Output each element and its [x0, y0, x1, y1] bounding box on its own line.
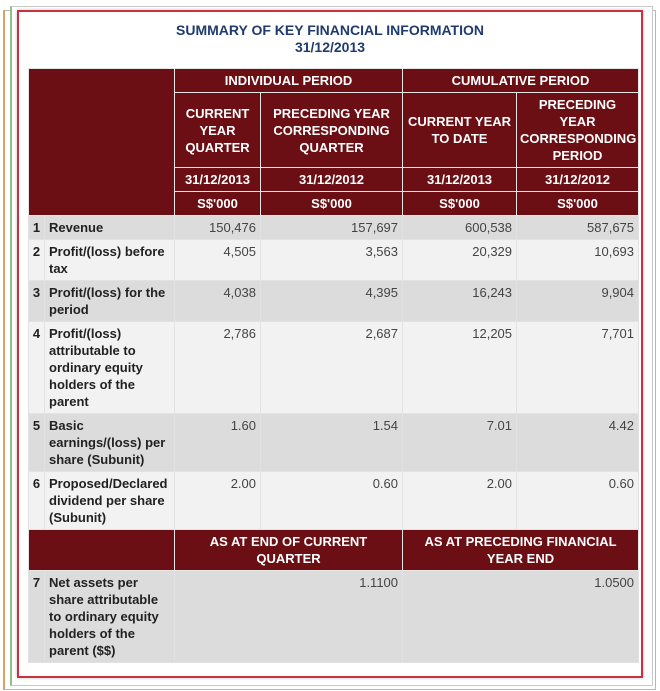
- table-row: [29, 281, 639, 322]
- header-blank: [29, 69, 175, 216]
- row-label: Profit/(loss) before tax: [45, 240, 175, 281]
- col-unit: S$'000: [403, 192, 517, 216]
- financial-table: [28, 68, 639, 663]
- group-header-row: [29, 69, 639, 93]
- table-row: [29, 216, 639, 240]
- net-assets-header-blank: [29, 530, 175, 571]
- row-label: Profit/(loss) for the period: [45, 281, 175, 322]
- table-row: [29, 414, 639, 472]
- col-label: PRECEDING YEAR CORRESPONDING PERIOD: [517, 93, 639, 168]
- col-label: PRECEDING YEAR CORRESPONDING QUARTER: [261, 93, 403, 168]
- table-row: [29, 322, 639, 414]
- group-individual-period: INDIVIDUAL PERIOD: [175, 69, 403, 93]
- value-cell: 4,038: [175, 281, 261, 322]
- row-label: Net assets per share attributable to ordinary equity holders of the parent ($$): [45, 571, 175, 663]
- col-unit: S$'000: [517, 192, 639, 216]
- title-line-1: SUMMARY OF KEY FINANCIAL INFORMATION: [176, 22, 484, 38]
- value-cell: 4.42: [517, 414, 639, 472]
- value-cell: 157,697: [261, 216, 403, 240]
- value-cell: 587,675: [517, 216, 639, 240]
- net-assets-current-value: 1.1100: [175, 571, 403, 663]
- net-assets-header-preceding: AS AT PRECEDING FINANCIAL YEAR END: [403, 530, 639, 571]
- value-cell: 1.54: [261, 414, 403, 472]
- financial-summary-card: [17, 10, 643, 678]
- value-cell: 10,693: [517, 240, 639, 281]
- row-number: 7: [29, 571, 45, 663]
- col-label: CURRENT YEAR TO DATE: [403, 93, 517, 168]
- col-unit: S$'000: [261, 192, 403, 216]
- value-cell: 2.00: [175, 472, 261, 530]
- value-cell: 1.60: [175, 414, 261, 472]
- row-label: Basic earnings/(loss) per share (Subunit): [45, 414, 175, 472]
- row-number: 3: [29, 281, 45, 322]
- row-number: 1: [29, 216, 45, 240]
- table-row: [29, 571, 639, 663]
- row-number: 6: [29, 472, 45, 530]
- value-cell: 2.00: [403, 472, 517, 530]
- value-cell: 7.01: [403, 414, 517, 472]
- row-label: Proposed/Declared dividend per share (Subunit): [45, 472, 175, 530]
- row-number: 4: [29, 322, 45, 414]
- table-row: [29, 240, 639, 281]
- group-cumulative-period: CUMULATIVE PERIOD: [403, 69, 639, 93]
- value-cell: 3,563: [261, 240, 403, 281]
- title-line-2: 31/12/2013: [294, 39, 366, 55]
- value-cell: 20,329: [403, 240, 517, 281]
- row-number: 5: [29, 414, 45, 472]
- value-cell: 4,395: [261, 281, 403, 322]
- page-title: [19, 22, 641, 56]
- net-assets-header-row: [29, 530, 639, 571]
- col-date: 31/12/2012: [517, 168, 639, 192]
- row-label: Profit/(loss) attributable to ordinary equity holders of the parent: [45, 322, 175, 414]
- row-number: 2: [29, 240, 45, 281]
- value-cell: 12,205: [403, 322, 517, 414]
- col-date: 31/12/2012: [261, 168, 403, 192]
- col-label: CURRENT YEAR QUARTER: [175, 93, 261, 168]
- net-assets-header-current: AS AT END OF CURRENT QUARTER: [175, 530, 403, 571]
- value-cell: 2,687: [261, 322, 403, 414]
- value-cell: 150,476: [175, 216, 261, 240]
- value-cell: 2,786: [175, 322, 261, 414]
- value-cell: 0.60: [261, 472, 403, 530]
- net-assets-preceding-value: 1.0500: [403, 571, 639, 663]
- row-label: Revenue: [45, 216, 175, 240]
- value-cell: 7,701: [517, 322, 639, 414]
- value-cell: 4,505: [175, 240, 261, 281]
- value-cell: 600,538: [403, 216, 517, 240]
- value-cell: 9,904: [517, 281, 639, 322]
- table-row: [29, 472, 639, 530]
- col-date: 31/12/2013: [175, 168, 261, 192]
- value-cell: 0.60: [517, 472, 639, 530]
- value-cell: 16,243: [403, 281, 517, 322]
- col-date: 31/12/2013: [403, 168, 517, 192]
- col-unit: S$'000: [175, 192, 261, 216]
